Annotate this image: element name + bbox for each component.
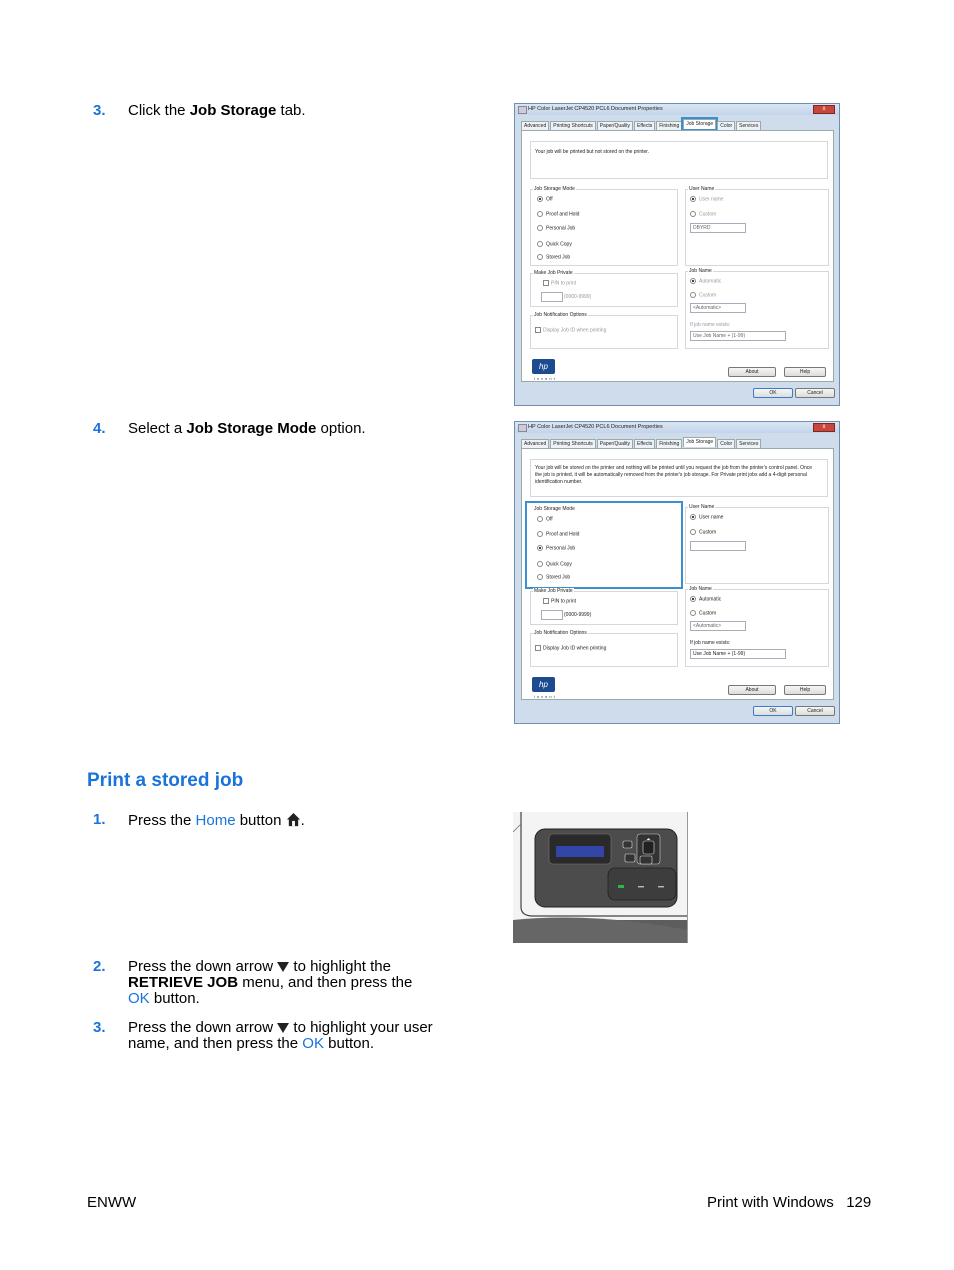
step-number: 1. [93, 811, 106, 828]
radio-user-name[interactable]: User name [690, 196, 723, 202]
step-text: Click the Job Storage tab. [128, 102, 306, 119]
radio-icon [690, 529, 696, 535]
tab-job-storage[interactable]: Job Storage [683, 119, 716, 129]
tab-effects[interactable]: Effects [634, 439, 655, 448]
footer-right [707, 1194, 871, 1211]
printer-icon [518, 424, 527, 432]
dialog-title: HP Color LaserJet CP4520 PCL6 Document Properties [528, 424, 663, 430]
tab-finishing[interactable]: Finishing [656, 121, 682, 130]
radio-custom-job[interactable]: Custom [690, 292, 716, 298]
radio-stored-job[interactable]: Stored Job [537, 574, 570, 580]
radio-stored-job[interactable]: Stored Job [537, 254, 570, 260]
checkbox-icon [543, 280, 549, 286]
invent-tagline: invent [534, 376, 557, 381]
job-notification-group [530, 312, 678, 349]
group-label: User Name [689, 504, 715, 510]
status-message: Your job will be stored on the printer and nothing will be printed until you request the job from the printer's control panel. Once the job is printed, it will be automatically removed from the printer's job storage. For Private print jobs add a 4-digit personal identification number. [535, 465, 813, 485]
radio-personal-job[interactable]: Personal Job [537, 545, 575, 551]
user-name-field[interactable]: DBYRD [690, 223, 746, 233]
checkbox-icon [535, 645, 541, 651]
radio-selected-icon [537, 545, 543, 551]
tab-finishing[interactable]: Finishing [656, 439, 682, 448]
radio-selected-icon [690, 596, 696, 602]
step-number: 4. [93, 420, 106, 437]
radio-quick-copy[interactable]: Quick Copy [537, 241, 572, 247]
group-label: Job Name [689, 268, 712, 274]
radio-automatic[interactable]: Automatic [690, 596, 721, 602]
cancel-button[interactable]: Cancel [795, 706, 835, 716]
job-storage-mode-group [530, 186, 678, 266]
tab-printing-shortcuts[interactable]: Printing Shortcuts [550, 121, 595, 130]
radio-icon [537, 516, 543, 522]
checkbox-icon [535, 327, 541, 333]
exists-label: If job name exists: [690, 322, 731, 328]
radio-quick-copy[interactable]: Quick Copy [537, 561, 572, 567]
radio-selected-icon [690, 278, 696, 284]
cancel-button[interactable]: Cancel [795, 388, 835, 398]
step-text: Press the down arrow to highlight the RETRIEVE JOB menu, and then press the OK button. [128, 958, 413, 1007]
printer-control-panel-image [513, 812, 688, 943]
section-title: Print a stored job [87, 770, 244, 791]
checkbox-icon [543, 598, 549, 604]
exists-label: If job name exists: [690, 640, 731, 646]
step-text: Press the down arrow to highlight your user name, and then press the OK button. [128, 1019, 433, 1052]
tab-color[interactable]: Color [717, 121, 735, 130]
pin-checkbox[interactable]: PIN to print [543, 598, 576, 604]
group-label: Job Notification Options [534, 312, 587, 318]
page-number: 129 [846, 1194, 872, 1211]
radio-icon [690, 292, 696, 298]
job-name-field[interactable]: <Automatic> [690, 303, 746, 313]
job-name-field[interactable]: <Automatic> [690, 621, 746, 631]
group-label: Job Name [689, 586, 712, 592]
job-storage-panel [521, 130, 834, 382]
radio-selected-icon [537, 196, 543, 202]
tab-strip [521, 439, 762, 448]
tab-paper-quality[interactable]: Paper/Quality [597, 121, 633, 130]
about-button[interactable]: About [728, 367, 776, 377]
tab-effects[interactable]: Effects [634, 121, 655, 130]
job-storage-panel [521, 448, 834, 700]
help-button[interactable]: Help [784, 367, 826, 377]
group-label: Make Job Private [534, 588, 573, 594]
step-text: Select a Job Storage Mode option. [128, 420, 366, 437]
display-job-id-checkbox[interactable]: Display Job ID when printing [535, 645, 606, 651]
pin-field[interactable] [541, 610, 563, 620]
close-button[interactable]: x [813, 423, 835, 432]
pin-field[interactable] [541, 292, 563, 302]
group-label: Job Storage Mode [534, 506, 575, 512]
document-properties-dialog [514, 103, 840, 406]
printer-illustration [513, 812, 687, 943]
hp-logo: hp [532, 359, 555, 374]
step-text: Press the Home button . [128, 812, 305, 829]
radio-icon [537, 225, 543, 231]
tab-advanced[interactable]: Advanced [521, 121, 549, 130]
radio-icon [537, 561, 543, 567]
footer-left: ENWW [87, 1194, 137, 1211]
tab-services[interactable]: Services [736, 121, 761, 130]
group-label: Make Job Private [534, 270, 573, 276]
radio-automatic[interactable]: Automatic [690, 278, 721, 284]
job-notification-group [530, 630, 678, 667]
exists-dropdown[interactable]: Use Job Name + (1-99) [690, 649, 786, 659]
radio-custom-job[interactable]: Custom [690, 610, 716, 616]
about-button[interactable]: About [728, 685, 776, 695]
radio-proof-and-hold[interactable]: Proof and Hold [537, 211, 579, 217]
radio-icon [537, 211, 543, 217]
radio-icon [537, 254, 543, 260]
status-message: Your job will be printed but not stored on the printer. [535, 149, 650, 155]
job-name-group [685, 268, 829, 349]
user-name-group [685, 186, 829, 266]
dialog-titlebar [515, 104, 839, 115]
dialog-title: HP Color LaserJet CP4520 PCL6 Document Properties [528, 106, 663, 112]
tab-job-storage[interactable]: Job Storage [683, 437, 716, 447]
radio-custom-user[interactable]: Custom [690, 211, 716, 217]
tab-paper-quality[interactable]: Paper/Quality [597, 439, 633, 448]
tab-strip [521, 121, 762, 130]
group-label: User Name [689, 186, 715, 192]
radio-icon [690, 610, 696, 616]
group-label: Job Storage Mode [534, 186, 575, 192]
document-properties-dialog-2 [514, 421, 840, 724]
down-arrow-icon [277, 1023, 289, 1033]
step-number: 3. [93, 102, 106, 119]
message-box [530, 141, 828, 179]
user-name-field[interactable] [690, 541, 746, 551]
exists-dropdown[interactable]: Use Job Name + (1-99) [690, 331, 786, 341]
message-box [530, 459, 828, 497]
pin-checkbox[interactable]: PIN to print [543, 280, 576, 286]
radio-icon [537, 574, 543, 580]
invent-tagline: invent [534, 694, 557, 699]
dialog-titlebar [515, 422, 839, 433]
make-job-private-group [530, 270, 678, 307]
close-button[interactable]: x [813, 105, 835, 114]
tab-color[interactable]: Color [717, 439, 735, 448]
ok-button[interactable]: OK [753, 388, 793, 398]
job-storage-mode-group [525, 501, 683, 589]
radio-off[interactable]: Off [537, 516, 553, 522]
tab-printing-shortcuts[interactable]: Printing Shortcuts [550, 439, 595, 448]
radio-user-name[interactable]: User name [690, 514, 723, 520]
radio-icon [537, 531, 543, 537]
group-label: Job Notification Options [534, 630, 587, 636]
tab-services[interactable]: Services [736, 439, 761, 448]
step-number: 3. [93, 1019, 106, 1036]
pin-range-label: (0000-9999) [564, 294, 592, 300]
radio-icon [690, 211, 696, 217]
radio-selected-icon [690, 514, 696, 520]
make-job-private-group [530, 588, 678, 625]
footer-chapter: Print with Windows [707, 1194, 834, 1211]
tab-advanced[interactable]: Advanced [521, 439, 549, 448]
user-name-group [685, 504, 829, 584]
help-button[interactable]: Help [784, 685, 826, 695]
radio-custom-user[interactable]: Custom [690, 529, 716, 535]
radio-personal-job[interactable]: Personal Job [537, 225, 575, 231]
down-arrow-icon [277, 962, 289, 972]
job-name-group [685, 586, 829, 667]
home-icon [286, 812, 301, 827]
step-number: 2. [93, 958, 106, 975]
radio-icon [537, 241, 543, 247]
ok-button[interactable]: OK [753, 706, 793, 716]
hp-logo: hp [532, 677, 555, 692]
printer-icon [518, 106, 527, 114]
radio-off[interactable]: Off [537, 196, 553, 202]
radio-selected-icon [690, 196, 696, 202]
radio-proof-and-hold[interactable]: Proof and Hold [537, 531, 579, 537]
display-job-id-checkbox[interactable]: Display Job ID when printing [535, 327, 606, 333]
pin-range-label: (0000-9999) [564, 612, 592, 618]
